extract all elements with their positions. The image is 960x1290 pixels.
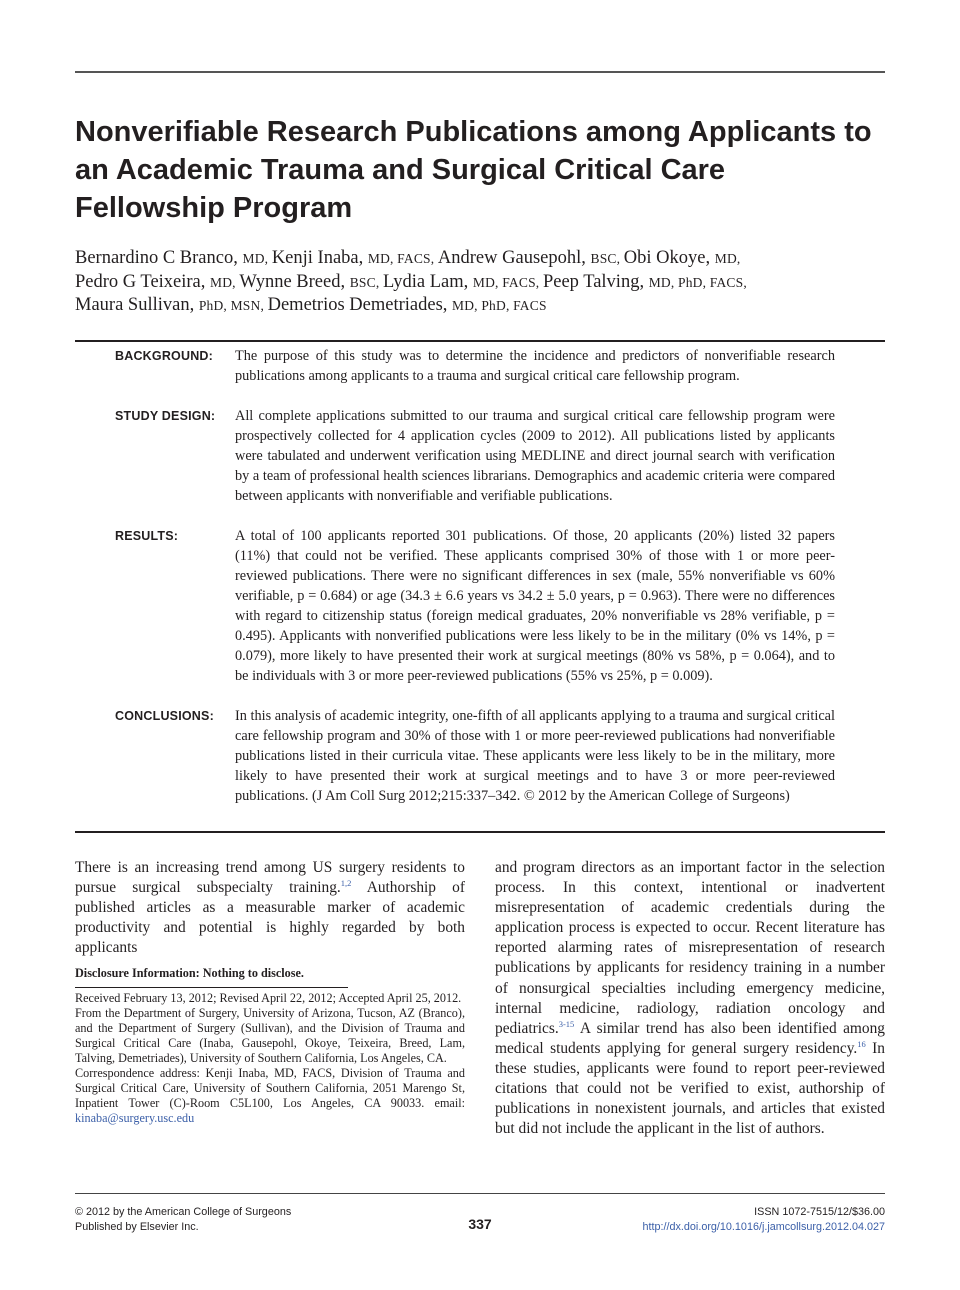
author-name: Pedro G Teixeira, xyxy=(75,271,211,292)
abstract-text: A total of 100 applicants reported 301 publications. Of those, 20 applicants (20%) listed 32 papers (11%) that could not be verified. These applicants comprised 30% of those with 1 or more peer-reviewed publications. There were no significant differences in sex (male, 55% nonverifiable vs 60% verifiable, p = 0.684) or age (34.3 ± 6.6 years vs 34.2 ± 5.0 years, p = 0.963). There were no differences with regard to citizenship status (foreign medical graduates, 20% nonverifiable vs 28% verifiable, p = 0.495). Applicants with nonverified publications were less likely to be in the military (0% vs 14%, p = 0.079), more likely to have presented their work at surgical meetings (80% vs 58%, p = 0.064), and to be individuals with 3 or more peer-reviewed publications (55% vs 25%, p = 0.009). xyxy=(235,528,835,684)
email-link[interactable]: kinaba@surgery.usc.edu xyxy=(75,1111,195,1125)
top-rule xyxy=(75,71,885,73)
author-name: Demetrios Demetriades, xyxy=(267,295,453,315)
abstract-label: STUDY DESIGN: xyxy=(115,409,216,423)
author-degree: MD, xyxy=(242,251,272,266)
copyright: © 2012 by the American College of Surgeons xyxy=(75,1206,292,1218)
author-line-3 xyxy=(75,294,885,318)
author-degree: MD, xyxy=(210,274,240,290)
body-text: There is an increasing trend among US surgery residents to pursue surgical subspecialty training. xyxy=(75,859,465,897)
body-text: In these studies, applicants were found to report peer-reviewed citations that could not be verified to exist, authorship of publications in nonexistent journals, and articles that existed but did not include the applicant in the list of authors. xyxy=(495,1039,885,1138)
author-name: Obi Okoye, xyxy=(623,248,715,268)
author-name: Maura Sullivan, xyxy=(75,295,199,315)
publisher: Published by Elsevier Inc. xyxy=(75,1221,199,1233)
footer-rule xyxy=(75,1193,885,1194)
abstract-label: RESULTS: xyxy=(115,529,179,543)
author-degree: MD, PhD, FACS xyxy=(452,298,547,313)
correspondence-text: Correspondence address: Kenji Inaba, MD, FACS, Division of Trauma and Surgical Critical Care, University of Southern California, 2051 Marengo St, Inpatient Tower (C)-Room C5L100, Los Angeles, CA 90033. email: xyxy=(75,1066,465,1110)
author-degree: PhD, MSN, xyxy=(198,298,268,313)
abstract-text: In this analysis of academic integrity, one-fifth of all applicants applying to a trauma and surgical critical care fellowship program and 30% of those with 1 or more peer-reviewed publications had nonverifiable publications listed in their curricula vitae. These applicants were less likely to be in the military, more likely to have presented their work at surgical meetings and to have 3 or more peer-reviewed publications. (J Am Coll Surg 2012;215:337–342. © 2012 by the American College of Surgeons) xyxy=(235,708,835,804)
reference-link[interactable]: 16 xyxy=(857,1038,866,1049)
footer-left xyxy=(75,1205,291,1235)
doi-link[interactable]: http://dx.doi.org/10.1016/j.jamcollsurg.2012.04.027 xyxy=(642,1221,885,1233)
author-degree: MD, FACS, xyxy=(472,274,543,290)
abstract-bottom-rule xyxy=(75,831,885,833)
author-name: Peep Talving, xyxy=(542,271,649,292)
abstract-top-rule xyxy=(75,340,885,342)
author-degree: BSC, xyxy=(349,274,383,290)
author-name: Kenji Inaba, xyxy=(271,248,368,268)
footnotes xyxy=(75,991,465,1126)
issn: ISSN 1072-7515/12/$36.00 xyxy=(754,1206,885,1218)
correspondence-note xyxy=(75,1066,465,1126)
received-dates: Received February 13, 2012; Revised April 22, 2012; Accepted April 25, 2012. xyxy=(75,991,462,1005)
footer-right xyxy=(643,1205,886,1235)
footnote-rule xyxy=(75,987,348,988)
body-column-left xyxy=(75,858,465,958)
author-list xyxy=(75,247,885,318)
body-text: Authorship of published articles as a measurable marker of academic productivity and potential is highly regarded by both applicants xyxy=(75,879,465,957)
author-degree: MD, FACS, xyxy=(367,251,438,266)
body-text: and program directors as an important factor in the selection process. In this context, intentional or inadvertent misrepresentation of academic credentials during the application process is expected to occur. Recent literature has reported alarming rates of misrepresentation of research publications by applicants for residency training in a number of nonsurgical specialties including emergency medicine, internal medicine, radiology, radiation oncology and pediatrics. xyxy=(495,859,885,1037)
author-degree: MD, xyxy=(714,251,741,266)
reference-link[interactable]: 3-15 xyxy=(558,1018,575,1029)
article-title: Nonverifiable Research Publications among Applicants to an Academic Trauma and Surgical Critical Care Fellowship Program xyxy=(75,116,872,224)
affiliation-note: From the Department of Surgery, University of Arizona, Tucson, AZ (Branco), and the Department of Surgery (Sullivan), and the Division of Trauma and Surgical Critical Care (Inaba, Gausepohl, Okoye, Teixeira, Breed, Lam, Talving, Demetriades), University of Southern California, Los Angeles, CA. xyxy=(75,1006,465,1065)
abstract-label: BACKGROUND: xyxy=(115,349,214,363)
author-line-2 xyxy=(75,271,885,295)
author-name: Bernardino C Branco, xyxy=(75,248,243,268)
disclosure-info: Disclosure Information: Nothing to disclose. xyxy=(75,966,304,980)
author-name: Lydia Lam, xyxy=(382,271,473,292)
author-degree: MD, PhD, FACS, xyxy=(648,274,747,290)
author-line-1 xyxy=(75,247,885,271)
page-number: 337 xyxy=(468,1216,492,1232)
abstract-label: CONCLUSIONS: xyxy=(115,709,214,723)
author-name: Andrew Gausepohl, xyxy=(437,248,591,268)
abstract-text: All complete applications submitted to our trauma and surgical critical care fellowship program were prospectively collected for 4 application cycles (2009 to 2012). All publications listed by applicants were tabulated and underwent verification using MEDLINE and direct journal search with verification by a team of professional health sciences librarians. Demographics and academic criteria were compared between applicants with nonverifiable and verifiable publications. xyxy=(235,408,835,504)
body-column-right xyxy=(495,858,885,1139)
author-degree: BSC, xyxy=(590,251,624,266)
author-name: Wynne Breed, xyxy=(239,271,350,292)
abstract-text: The purpose of this study was to determine the incidence and predictors of nonverifiable research publications among applicants to a trauma and surgical critical care fellowship program. xyxy=(235,348,835,384)
body-text: A similar trend has also been identified among medical students applying for general surgery residency. xyxy=(495,1019,885,1057)
reference-link[interactable]: 1,2 xyxy=(340,878,352,889)
